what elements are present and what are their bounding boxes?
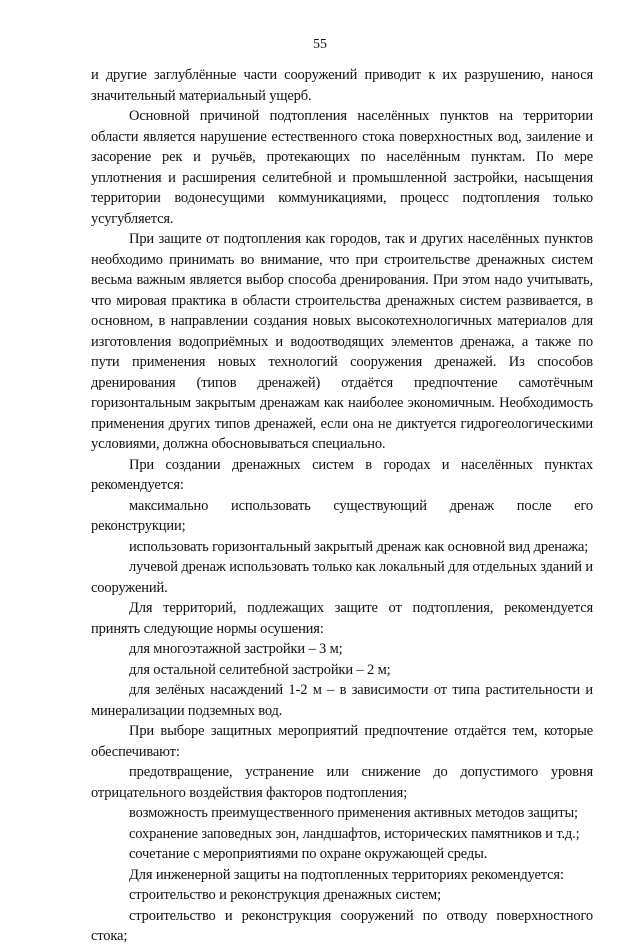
paragraph: Для территорий, подлежащих защите от подтопления, рекомендуется принять следующие нормы осушения: — [91, 600, 593, 637]
paragraph: При создании дренажных систем в городах и населённых пунктах рекомендуется: — [91, 456, 593, 493]
page-number: 55 — [313, 37, 327, 52]
document-body — [91, 65, 593, 947]
list-item: возможность преимущественного применения активных методов защиты; — [129, 805, 578, 821]
paragraph: и другие заглублённые части сооружений приводит к их разрушению, нанося значительный материальный ущерб. — [91, 67, 593, 104]
list-item: для многоэтажной застройки – 3 м; — [129, 641, 343, 657]
list-item: строительство и реконструкция сооружений по отводу поверхностного стока; — [91, 907, 593, 944]
list-item: сохранение заповедных зон, ландшафтов, исторических памятников и т.д.; — [129, 825, 580, 842]
paragraph: При защите от подтопления как городов, так и других населённых пунктов необходимо принимать во внимание, что при строительстве дренажных систем весьма важным является выбор способа дренирования. При этом надо учитывать, что мировая практика в области строительства дренажных систем развивается, в основном, в направлении создания новых высокотехнологичных материалов для изготовления водоприёмных и водоотводящих элементов дренажа, а также по пути применения новых технологий сооружения дренажей. Из способов дренирования (типов дренажей) отдаётся предпочтение самотёчным горизонтальным закрытым дренажам как наиболее экономичным. Необходимость применения других типов дренажей, если она не диктуется гидрогеологическими условиями, должна обосновываться специально. — [91, 231, 593, 452]
paragraph: При выборе защитных мероприятий предпочтение отдаётся тем, которые обеспечивают: — [91, 723, 593, 760]
list-item: лучевой дренаж использовать только как локальный для отдельных зданий и сооружений. — [91, 559, 593, 596]
paragraph: Для инженерной защиты на подтопленных территориях рекомендуется: — [129, 866, 564, 883]
list-item: сочетание с мероприятиями по охране окружающей среды. — [129, 846, 488, 862]
list-item: строительство и реконструкция дренажных систем; — [129, 887, 441, 903]
list-item: для зелёных насаждений 1-2 м – в зависимости от типа растительности и минерализации подземных вод. — [91, 682, 593, 719]
list-item: предотвращение, устранение или снижение до допустимого уровня отрицательного воздействия факторов подтопления; — [91, 764, 593, 801]
list-item: использовать горизонтальный закрытый дренаж как основной вид дренажа; — [129, 538, 589, 555]
list-item: максимально использовать существующий дренаж после его реконструкции; — [91, 497, 593, 534]
list-item: для остальной селитебной застройки – 2 м; — [129, 661, 391, 678]
paragraph: Основной причиной подтопления населённых пунктов на территории области является нарушение естественного стока поверхностных вод, заиление и засорение рек и ручьёв, протекающих по населённым пунктам. По мере уплотнения и расширения селитебной и промышленной застройки, насыщения территории водонесущими коммуникациями, процесс подтопления только усугубляется. — [91, 108, 593, 227]
